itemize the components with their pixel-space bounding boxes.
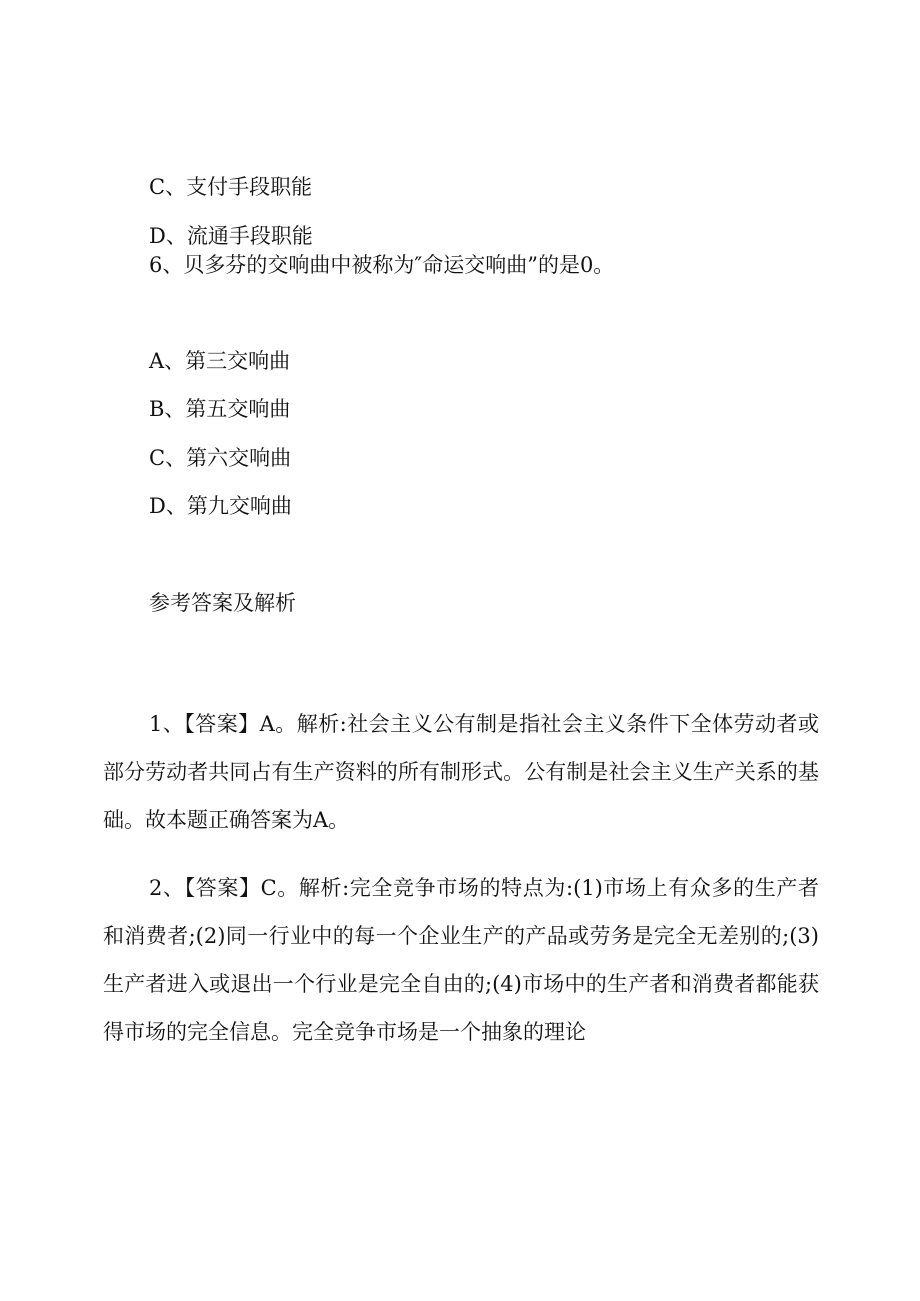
q6-option-a: A、第三交响曲 [149, 349, 291, 373]
q6-option-d: D、第九交响曲 [149, 494, 292, 518]
answer-paragraph-1: 1、【答案】A。解析:社会主义公有制是指社会主义条件下全体劳动者或部分劳动者共同占有生产资料的所有制形式。公有制是社会主义生产关系的基础。故本题正确答案为A。 [103, 712, 819, 832]
answers-heading: 参考答案及解析 [149, 591, 296, 615]
q5-option-d: D、流通手段职能 [149, 224, 313, 248]
q6-stem: 6、贝多芬的交响曲中被称为″命运交响曲”的是0。 [149, 253, 615, 277]
q5-option-c: C、支付手段职能 [149, 175, 313, 199]
q6-option-c: C、第六交响曲 [149, 446, 292, 470]
answer-paragraph-2: 2、【答案】C。解析:完全竞争市场的特点为:(1)市场上有众多的生产者和消费者;(2)同一行业中的每一个企业生产的产品或劳务是完全无差别的;(3)生产者进入或退出一个行业是完全自由的;(4)市场中的生产者和消费者都能获得市场的完全信息。完全竞争市场是一个抽象的理论 [103, 876, 819, 1044]
q6-option-b: B、第五交响曲 [149, 397, 291, 421]
